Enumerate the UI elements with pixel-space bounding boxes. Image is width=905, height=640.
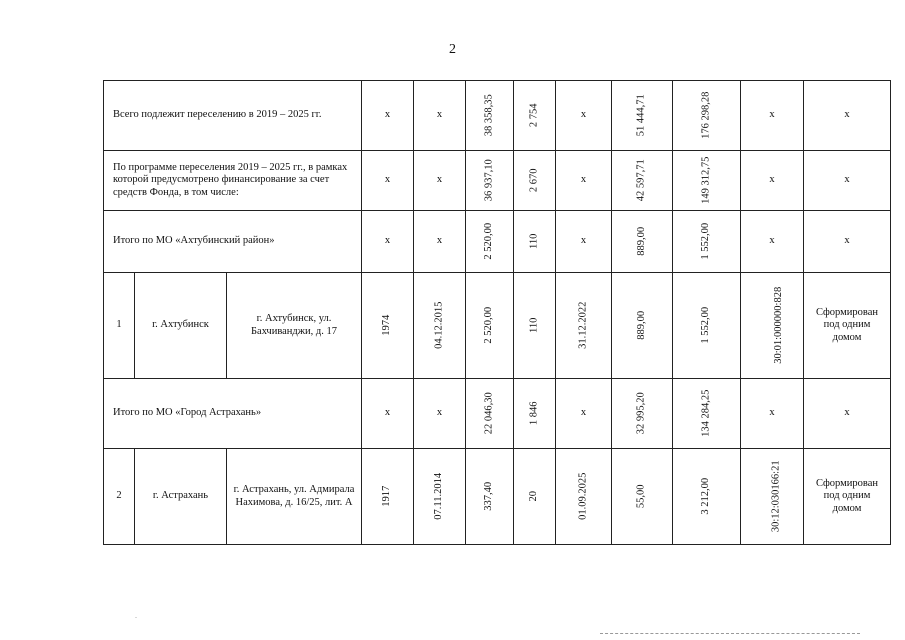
cell-c6	[466, 211, 514, 273]
row-label-text: Всего подлежит переселению в 2019 – 2025 гг.	[113, 109, 322, 121]
cell-c6-text: 337,40	[483, 482, 495, 511]
cell-c6-text: 22 046,30	[483, 392, 495, 435]
settlement-name	[135, 449, 227, 545]
cell-c7-text: 1 846	[528, 401, 540, 426]
cell-c5	[414, 211, 466, 273]
cell-c8	[556, 379, 612, 449]
cell-c11-text: х	[769, 235, 775, 247]
cell-c10-text: 1 552,00	[700, 307, 712, 344]
cell-c12-text: х	[844, 407, 850, 419]
cell-c7	[514, 449, 556, 545]
cell-c9-text: 51 444,71	[635, 94, 647, 137]
row-number-text: 1	[116, 319, 122, 331]
cell-c7	[514, 81, 556, 151]
cell-c8-text: х	[580, 109, 587, 121]
cell-c4	[362, 379, 414, 449]
object-row	[104, 449, 891, 545]
cell-c11	[741, 211, 804, 273]
cell-c7	[514, 379, 556, 449]
cell-c7-text: 20	[528, 491, 540, 502]
cell-c5	[414, 273, 466, 379]
cell-c8-text: х	[580, 407, 587, 419]
cell-c4-text: х	[384, 407, 391, 419]
cell-c6-text: 38 358,35	[483, 94, 495, 137]
cell-c12-text: Сформирован под одним домом	[815, 477, 878, 514]
resettlement-table	[103, 80, 891, 545]
cell-c9-text: 32 995,20	[635, 392, 647, 435]
cell-c5	[414, 151, 466, 211]
cell-c9	[612, 211, 673, 273]
summary-row	[104, 151, 891, 211]
cell-c10-text: 134 284,25	[700, 389, 712, 438]
cell-c11-text: х	[769, 109, 775, 121]
cell-c4	[362, 449, 414, 545]
cell-c6	[466, 273, 514, 379]
cell-c7	[514, 211, 556, 273]
cell-c9	[612, 81, 673, 151]
cell-c12	[804, 81, 891, 151]
cell-c12	[804, 211, 891, 273]
cell-c10	[673, 449, 741, 545]
house-address	[227, 273, 362, 379]
cell-c4-text: 1917	[381, 486, 393, 507]
cell-c8-text: 31.12.2022	[577, 301, 589, 350]
cell-c5-text: 07.11.2014	[433, 473, 445, 520]
cell-c11	[741, 151, 804, 211]
cell-c8-text: 01.09.2025	[577, 472, 589, 521]
cell-c5-text: х	[436, 109, 443, 121]
cell-c9-text: 889,00	[635, 227, 647, 256]
cell-c4	[362, 81, 414, 151]
cell-c7-text: 2 754	[528, 103, 540, 128]
house-address-text: г. Астрахань, ул. Адмирала Нахимова, д. 16/25, лит. А	[233, 483, 355, 508]
cell-c5-text: х	[436, 235, 443, 247]
summary-row	[104, 81, 891, 151]
object-row	[104, 273, 891, 379]
summary-row	[104, 211, 891, 273]
cell-c10	[673, 211, 741, 273]
cell-c5-text: х	[436, 407, 443, 419]
cell-c8-text: х	[580, 174, 587, 186]
cell-c6-text: 36 937,10	[483, 159, 495, 202]
cell-c6-text: 2 520,00	[483, 223, 495, 260]
cell-c9	[612, 449, 673, 545]
cell-c11-text: х	[769, 174, 775, 186]
cell-c4-text: 1974	[381, 315, 393, 336]
cell-c11-text: 30:12:030166:21	[770, 460, 782, 533]
cell-c12-text: х	[844, 109, 850, 121]
footer-rule	[600, 633, 860, 634]
row-label-text: Итого по МО «Ахтубинский район»	[113, 235, 275, 247]
cell-c6	[466, 449, 514, 545]
cell-c11	[741, 379, 804, 449]
cell-c10-text: 3 212,00	[700, 478, 712, 515]
cell-c10-text: 149 312,75	[700, 156, 712, 205]
cell-c10	[673, 379, 741, 449]
cell-c7	[514, 273, 556, 379]
cell-c10	[673, 151, 741, 211]
cell-c9-text: 42 597,71	[635, 159, 647, 202]
row-label-text: Итого по МО «Город Астрахань»	[113, 407, 262, 419]
cell-c4-text: х	[384, 235, 391, 247]
cell-c12-text: Сформирован под одним домом	[815, 306, 878, 343]
cell-c4-text: х	[384, 109, 391, 121]
cell-c8	[556, 151, 612, 211]
row-number	[104, 273, 135, 379]
settlement-name	[135, 273, 227, 379]
cell-c11-text: 30:01:000000:828	[773, 286, 785, 365]
cell-c9	[612, 151, 673, 211]
cell-c9	[612, 379, 673, 449]
cell-c7-text: 110	[528, 317, 540, 334]
settlement-name-text: г. Ахтубинск	[152, 319, 209, 331]
cell-c12-text: х	[844, 235, 850, 247]
scan-mark: .	[135, 611, 137, 620]
cell-c12	[804, 151, 891, 211]
house-address	[227, 449, 362, 545]
cell-c5-text: 04.12.2015	[433, 301, 445, 350]
row-label	[104, 211, 362, 273]
cell-c5	[414, 81, 466, 151]
cell-c11	[741, 273, 804, 379]
cell-c5	[414, 449, 466, 545]
summary-row	[104, 379, 891, 449]
cell-c4	[362, 273, 414, 379]
cell-c4-text: х	[384, 174, 391, 186]
cell-c12	[804, 379, 891, 449]
cell-c6	[466, 151, 514, 211]
cell-c12	[804, 273, 891, 379]
cell-c5	[414, 379, 466, 449]
settlement-name-text: г. Астрахань	[152, 490, 209, 502]
cell-c7-text: 2 670	[528, 168, 540, 193]
cell-c8	[556, 81, 612, 151]
house-address-text: г. Ахтубинск, ул. Бахчиванджи, д. 17	[251, 312, 337, 337]
cell-c6	[466, 81, 514, 151]
cell-c8	[556, 273, 612, 379]
cell-c8-text: х	[580, 235, 587, 247]
cell-c12-text: х	[844, 174, 850, 186]
row-label	[104, 379, 362, 449]
row-label	[104, 151, 362, 211]
cell-c5-text: х	[436, 174, 443, 186]
cell-c9-text: 889,00	[635, 311, 647, 340]
cell-c8	[556, 211, 612, 273]
cell-c7	[514, 151, 556, 211]
row-label-text: По программе переселения 2019 – 2025 гг., в рамках которой предусмотрено финансирование за счет средств Фонда, в том числе:	[113, 161, 348, 198]
cell-c9-text: 55,00	[635, 484, 647, 509]
cell-c4	[362, 151, 414, 211]
cell-c10-text: 176 298,28	[700, 91, 712, 140]
cell-c6-text: 2 520,00	[483, 307, 495, 344]
page-number: 2	[449, 42, 456, 57]
cell-c10	[673, 273, 741, 379]
row-number-text: 2	[116, 490, 122, 502]
cell-c11	[741, 81, 804, 151]
cell-c6	[466, 379, 514, 449]
cell-c10-text: 1 552,00	[700, 223, 712, 260]
cell-c9	[612, 273, 673, 379]
row-number	[104, 449, 135, 545]
cell-c4	[362, 211, 414, 273]
cell-c7-text: 110	[528, 233, 540, 250]
row-label	[104, 81, 362, 151]
cell-c12	[804, 449, 891, 545]
cell-c10	[673, 81, 741, 151]
cell-c11	[741, 449, 804, 545]
cell-c11-text: х	[769, 407, 775, 419]
cell-c8	[556, 449, 612, 545]
